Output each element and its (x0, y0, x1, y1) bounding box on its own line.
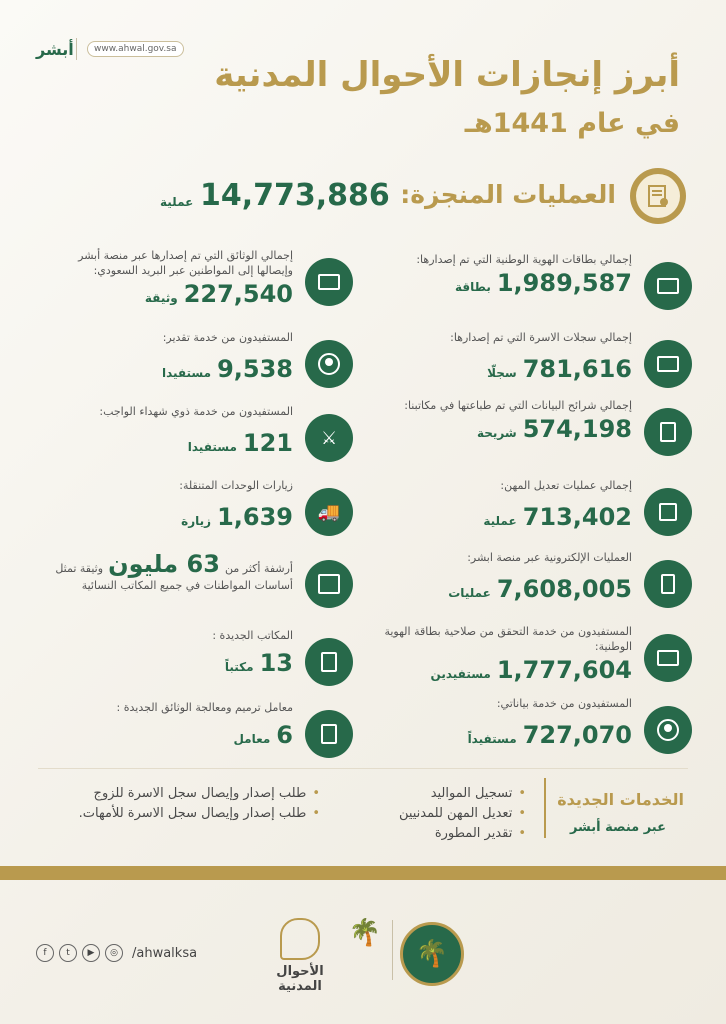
family-record-icon (644, 340, 692, 388)
edit-icon (644, 488, 692, 536)
list-item: • تعديل المهن للمدنيين (399, 806, 526, 821)
total-ops-unit: عملية (160, 195, 194, 209)
youtube-icon[interactable]: ▶ (82, 944, 100, 962)
truck-icon: 🚚 (305, 488, 353, 536)
user-icon (644, 706, 692, 754)
building-icon (305, 638, 353, 686)
services-list-b (79, 786, 320, 826)
services-divider (544, 778, 546, 838)
absher-logo[interactable]: أبشر (36, 39, 74, 59)
list-item: • طلب إصدار وإيصال سجل الاسرة للزوج (79, 786, 320, 801)
new-services-title: الخدمات الجديدة (557, 790, 684, 809)
fingerprint-icon (280, 918, 320, 960)
new-services-subtitle: عبر منصة أبشر (569, 820, 666, 835)
id-card-icon (644, 634, 692, 682)
total-ops-icon (630, 168, 686, 224)
list-item: • طلب إصدار وإيصال سجل الاسرة للأمهات. (79, 806, 320, 821)
footer-separator (392, 920, 393, 980)
header-logos (36, 38, 184, 60)
absher-icon (644, 560, 692, 608)
building-icon (305, 710, 353, 758)
logo-separator (76, 38, 77, 60)
palm-swords-logo-icon: 🌴 (348, 918, 382, 948)
document-icon (644, 408, 692, 456)
site-url[interactable]: www.ahwal.gov.sa (87, 41, 184, 57)
total-ops-value: 14,773,886 (200, 178, 390, 213)
list-item: • تقدير المطورة (399, 826, 526, 841)
facebook-icon[interactable]: f (36, 944, 54, 962)
footer-band (0, 866, 726, 880)
id-card-icon (644, 262, 692, 310)
list-item: • تسجيل المواليد (399, 786, 526, 801)
infographic: أبشر www.ahwal.gov.sa أبرز إنجازات الأحوال المدنية في عام 1441هـ العمليات المنجزة: 14,773,886 عملية إجمالي بطاقات الهوية الوطنية التي تم إصدارها: 1,989,587بطاقة إجمالي سجلات الاسرة التي تم إصدارها: 781,616سجلّا إجمالي شرائح البيانات التي تم طباعتها في مكاتبنا: 574,198شريحة إجمالي عمليات تعديل المهن: 713,402عملية العمليات الإلكترونية عبر منصة ابشر: 7,608,005عمليات المستفيدون من خدمة التحقق من صلاحية بطاقة الهوية الوطنية: 1,777,604مستفيدين المستفيدون من خدمة بياناتي: 727,070مستفيداً إجمالي الوثائق التي تم إصدارها عبر منصة أبشر وإيصالها إلى المواطنين عبر البريد السعودي: 227,540وثيقة المستفيدون من خدمة تقدير: 9,538مستفيدا ⚔ المستفيدون من خدمة ذوي شهداء الواجب: 121مستفيدا 🚚 زيارات الوحدات المتنقلة: 1,639زيارة أرشفة أكثر من 63 مليون وثيقة تمثل أساسات المواطنات في جميع المكاتب النسائية المكاتب الجديدة : 13مكتباً معامل ترميم ومعالجة الوثائق الجديدة : 6معامل الخدمات الجديدة عبر منصة أبشر • تسجيل المواليد • تعديل المهن للمدنيين • تقدير المطورة • طلب إصدار وإيصال سجل الاسرة للزوج • طلب إصدار وإيصال سجل الاسرة للأمهات. f t ▶ ◎ /ahwalksa الأحوال المدنية 🌴 🌴 (0, 0, 726, 1024)
total-ops-label: العمليات المنجزة: (400, 180, 616, 209)
page-title: أبرز إنجازات الأحوال المدنية (214, 55, 680, 95)
page-subtitle: في عام 1441هـ (464, 108, 680, 139)
envelope-icon (305, 258, 353, 306)
ahwal-logo: الأحوال المدنية (260, 918, 340, 994)
ministry-emblem-icon: 🌴 (400, 922, 464, 986)
social-handle[interactable]: /ahwalksa (132, 945, 198, 961)
section-divider (38, 768, 688, 769)
instagram-icon[interactable]: ◎ (105, 944, 123, 962)
twitter-icon[interactable]: t (59, 944, 77, 962)
palm-swords-icon: ⚔ (305, 414, 353, 462)
archive-icon (305, 560, 353, 608)
social-links (36, 944, 197, 962)
services-list-a (399, 786, 526, 846)
user-icon (305, 340, 353, 388)
